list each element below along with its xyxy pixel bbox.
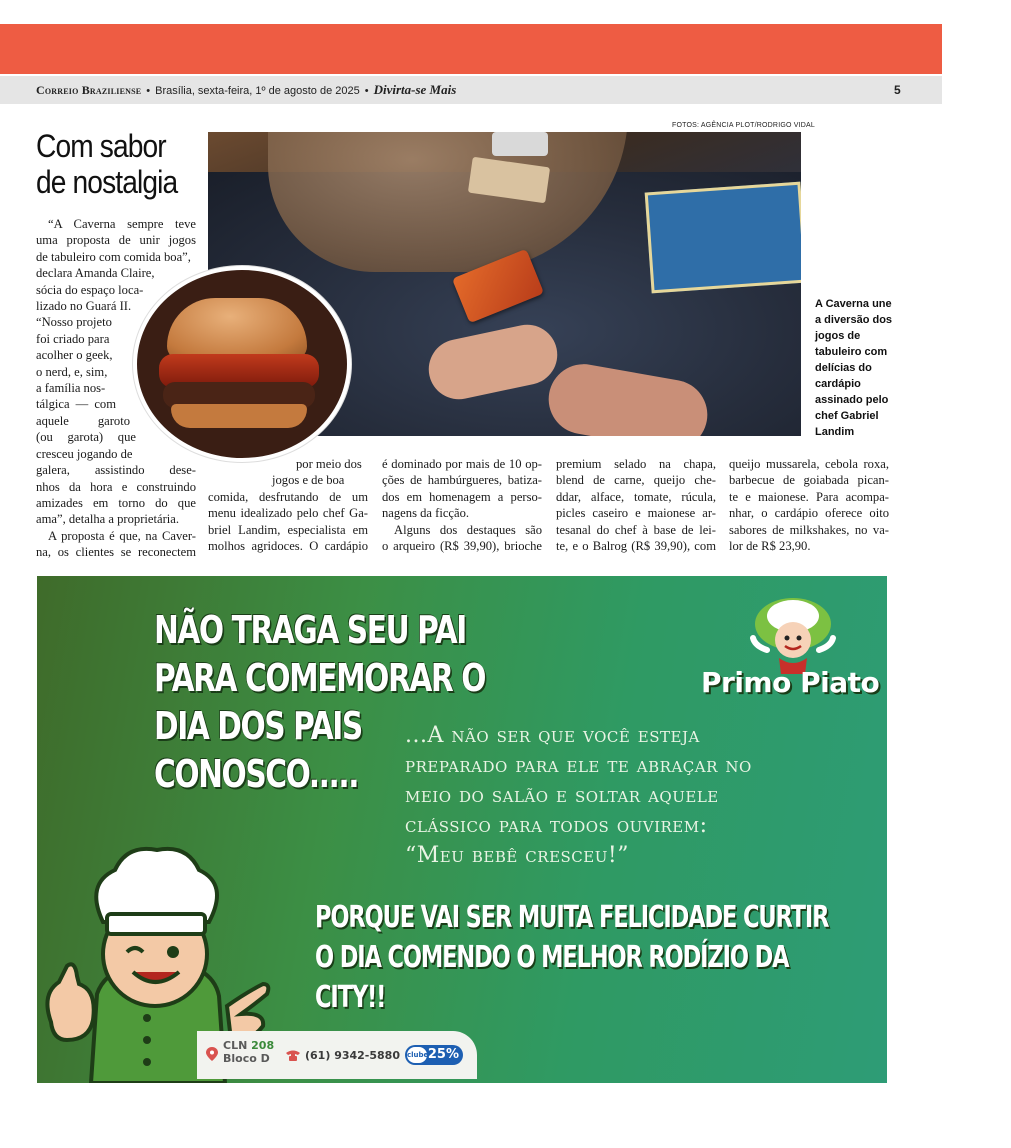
location-pin-icon: [205, 1047, 219, 1061]
address-block: Bloco D: [223, 1052, 270, 1065]
text-line: briel Landim, especialista em: [208, 522, 368, 537]
text-line: lizado no Guará II.: [36, 299, 132, 314]
text-line: nagens da ficção.: [382, 506, 470, 521]
publication-name: Correio Braziliense: [36, 83, 142, 97]
ad-tagline-line: PORQUE VAI SER MUITA FELICIDADE CURTIR: [315, 900, 829, 935]
text-line: ddar, alface, tomate, rúcula,: [556, 489, 716, 504]
text-line: acolher o geek,: [36, 348, 113, 363]
text-line: ama”, detalha a proprietária.: [36, 512, 179, 527]
text-line: Alguns dos destaques são: [394, 522, 542, 537]
text-line: tálgica — com: [36, 397, 116, 412]
club-badge: clube: [407, 1047, 427, 1063]
text-line: amizades em torno do que: [36, 495, 196, 510]
photo-caption: A Caverna une a diversão dos jogos de tabuleiro com delícias do cardápio assinado pelo chef Gabriel Landim: [815, 298, 893, 438]
ad-subtext-line: preparado para ele te abraçar no: [405, 753, 752, 778]
ad-tagline-line: CITY!!: [315, 980, 386, 1015]
article-column-1: [36, 216, 196, 561]
text-line: foi criado para: [36, 331, 110, 346]
ad-headline-line: NÃO TRAGA SEU PAI: [154, 608, 466, 652]
text-line: (ou garota) que: [36, 430, 136, 445]
section-name: Divirta-se Mais: [373, 82, 457, 97]
text-line: tesanal do chef à base de lei-: [556, 522, 716, 537]
top-color-bar: [0, 24, 942, 74]
text-line: o nerd, e, sim,: [36, 364, 108, 379]
text-line: lor de R$ 23,90.: [729, 539, 811, 554]
text-line: declara Amanda Claire,: [36, 266, 155, 281]
ad-subtext-line: ...A não ser que você esteja: [405, 723, 700, 748]
text-line: o arqueiro (R$ 39,90), brioche: [382, 539, 542, 554]
ad-subtext: [405, 721, 845, 871]
ad-headline: [154, 606, 486, 798]
ad-tagline: [315, 898, 828, 1018]
photo-credit: FOTOS: AGÊNCIA PLOT/RODRIGO VIDAL: [672, 122, 816, 129]
text-line: nhos da hora e construindo: [36, 479, 196, 494]
ad-address: [223, 1039, 274, 1065]
address-number: 208: [251, 1039, 275, 1052]
running-head: Correio Braziliense • Brasília, sexta-feira, 1º de agosto de 2025 • Divirta-se Mais 5: [0, 76, 942, 104]
text-line: A proposta é que, na Caver-: [48, 528, 196, 543]
article-headline: [36, 128, 186, 200]
text-line: sabores de milkshakes, no va-: [729, 522, 889, 537]
ad-tagline-line: O DIA COMENDO O MELHOR RODÍZIO DA: [315, 940, 789, 975]
text-line: blend de carne, queijo che-: [556, 473, 716, 488]
telephone-icon: [285, 1049, 301, 1061]
ad-headline-line: PARA COMEMORAR O: [154, 656, 486, 700]
text-line: por meio dos: [296, 457, 362, 471]
text-line: de tabuleiro com comida boa”,: [36, 249, 191, 264]
text-line: uma proposta de unir jogos: [36, 233, 196, 248]
text-line: a família nos-: [36, 381, 106, 396]
text-line: é dominado por mais de 10 op-: [382, 457, 542, 471]
text-line: te, e o Balrog (R$ 39,90), com: [556, 539, 716, 554]
text-line: molhos agridoces. O cardápio: [208, 539, 368, 554]
article-column-4: [556, 456, 716, 554]
address-prefix: CLN: [223, 1039, 248, 1052]
headline-line: de nostalgia: [36, 164, 178, 200]
text-line: comida, desfrutando de um: [208, 489, 368, 504]
page-number: 5: [894, 83, 901, 97]
text-line: na, os clientes se reconectem: [36, 545, 196, 560]
text-line: ções de hambúrgueres, batiza-: [382, 473, 542, 488]
text-line: cresceu jogando de: [36, 446, 133, 461]
ad-subtext-line: “Meu bebê cresceu!”: [405, 843, 629, 868]
text-line: sócia do espaço loca-: [36, 282, 144, 297]
text-line: queijo mussarela, cebola roxa,: [729, 457, 889, 471]
text-line: “A Caverna sempre teve: [48, 217, 196, 231]
ad-subtext-line: meio do salão e soltar aquele: [405, 783, 719, 808]
ad-headline-line: CONOSCO.....: [154, 752, 359, 796]
dateline: Brasília, sexta-feira, 1º de agosto de 2025: [155, 85, 360, 97]
text-line: premium selado na chapa,: [556, 457, 716, 471]
headline-line: Com sabor: [36, 128, 166, 164]
text-line: galera, assistindo dese-: [36, 463, 196, 478]
ad-subtext-line: clássico para todos ouvirem:: [405, 813, 708, 838]
ad-brand-name: Primo Piato: [701, 666, 880, 699]
text-line: te e maionese. Para acompa-: [729, 489, 889, 504]
text-line: aquele garoto: [36, 413, 130, 428]
text-line: nhar, o cardápio oferece oito: [729, 506, 889, 521]
article-column-2: [208, 456, 368, 554]
text-line: menu idealizado pelo chef Ga-: [208, 506, 368, 521]
ad-contact-strip: [197, 1031, 477, 1079]
ad-phone-number: (61) 9342-5880: [305, 1049, 400, 1062]
discount-badge: 25%: [405, 1045, 463, 1065]
text-line: picles caseiro e maionese ar-: [556, 506, 716, 521]
text-line: dos em homenagem a perso-: [382, 489, 542, 504]
primo-piato-advertisement[interactable]: [37, 576, 887, 1083]
text-line: “Nosso projeto: [36, 315, 112, 330]
article-column-3: [382, 456, 542, 554]
article-column-5: [729, 456, 889, 554]
ad-headline-line: DIA DOS PAIS: [154, 704, 362, 748]
text-line: jogos e de boa: [272, 473, 345, 488]
text-line: barbecue de goiabada pican-: [729, 473, 889, 488]
